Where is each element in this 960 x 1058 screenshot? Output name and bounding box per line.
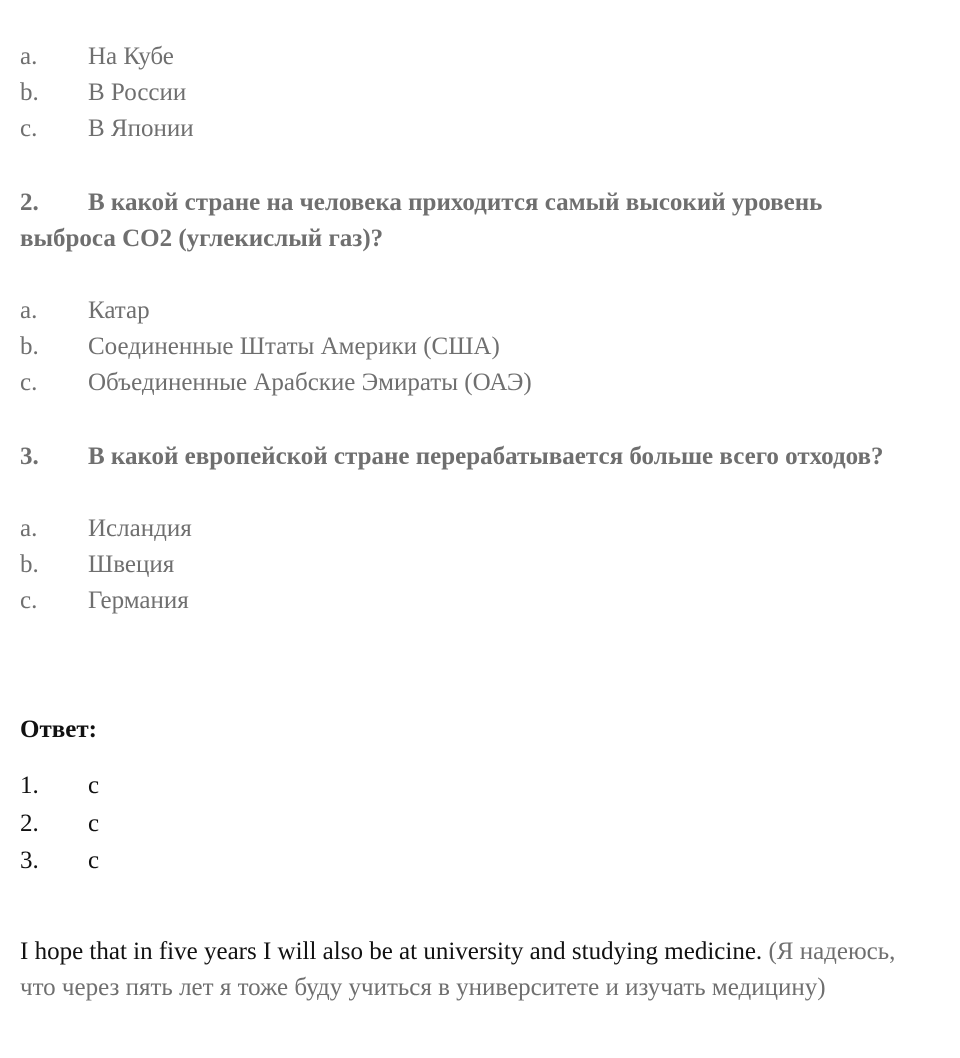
option-letter: a. <box>20 43 38 70</box>
question-number: 2. <box>20 189 39 216</box>
question-text: В какой стране на человека приходится самый высокий уровень выброса СО2 (углекислый газ)? <box>20 189 823 252</box>
option-text: На Кубе <box>88 43 174 70</box>
answer-number: 3. <box>20 847 39 874</box>
option-text: В Японии <box>88 115 194 142</box>
answer-value: c <box>88 810 100 837</box>
option-text: Соединенные Штаты Америки (США) <box>88 333 500 360</box>
answer-number: 1. <box>20 772 39 799</box>
option-text: Германия <box>88 587 189 614</box>
option-letter: a. <box>20 515 38 542</box>
option-letter: a. <box>20 297 38 324</box>
closing-russian: (Я надеюсь, что через пять лет я тоже буду учиться в университете и изучать медицину) <box>20 938 896 1001</box>
closing-english: I hope that in five years I will also be at university and studying medicine. <box>20 938 763 965</box>
option-letter: c. <box>20 115 38 142</box>
option-text: В России <box>88 79 187 106</box>
option-text: Катар <box>88 297 150 324</box>
answers-title: Ответ: <box>20 716 97 743</box>
closing-paragraph <box>20 934 920 1006</box>
question-3 <box>20 439 920 475</box>
option-text: Исландия <box>88 515 192 542</box>
option-letter: b. <box>20 79 39 106</box>
option-text: Объединенные Арабские Эмираты (ОАЭ) <box>88 369 532 396</box>
option-letter: b. <box>20 333 39 360</box>
question-2 <box>20 185 920 257</box>
option-text: Швеция <box>88 551 175 578</box>
option-letter: b. <box>20 551 39 578</box>
answer-value: c <box>88 847 100 874</box>
question-number: 3. <box>20 443 39 470</box>
option-letter: c. <box>20 369 38 396</box>
question-text: В какой европейской стране перерабатывается больше всего отходов? <box>88 443 884 470</box>
answer-value: c <box>88 772 100 799</box>
answer-number: 2. <box>20 810 39 837</box>
option-letter: c. <box>20 587 38 614</box>
